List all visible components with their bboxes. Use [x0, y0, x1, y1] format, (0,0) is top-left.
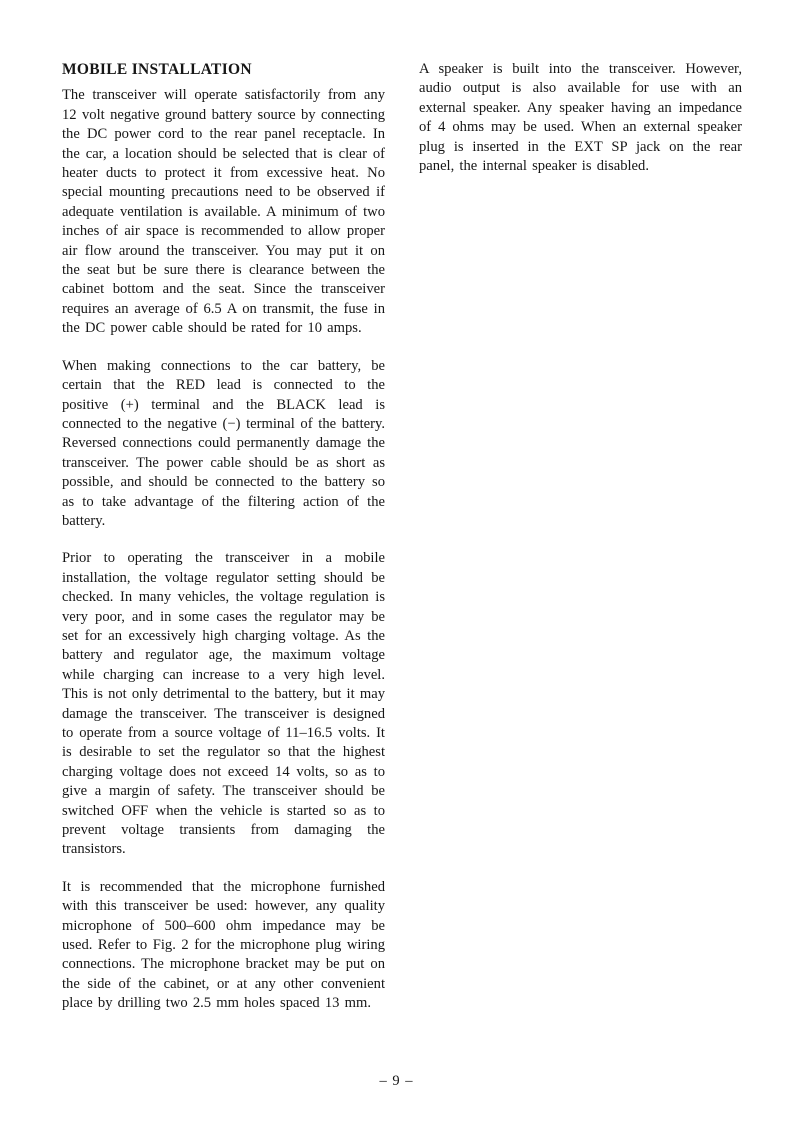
paragraph-microphone: It is recommended that the microphone furnished with this transceiver be used: however, any quality microphone of 500–600 ohm impedance may be used. Refer to Fig. 2 for the microphone plug wiring connections. The microphone bracket may be put on the side of the cabinet, or at any other convenient place by drilling two 2.5 mm holes spaced 13 mm.: [62, 878, 385, 1012]
page-number: – 9 –: [379, 1073, 414, 1089]
paragraph-speaker: A speaker is built into the transceiver. However, audio output is also available for use with an external speaker. Any speaker having an impedance of 4 ohms may be used. When an external speaker plug is inserted in the EXT SP jack on the rear panel, the internal speaker is disabled.: [419, 61, 742, 175]
section-heading: MOBILE INSTALLATION: [62, 61, 252, 78]
two-column-layout: [62, 60, 743, 1014]
left-column: [62, 60, 385, 1014]
paragraph-voltage-regulator: Prior to operating the transceiver in a mobile installation, the voltage regulator setting should be checked. In many vehicles, the voltage regulation is very poor, and in some cases the regulator may be set for an excessively high charging voltage. As the battery and regulator age, the maximum voltage while charging can increase to a very high level. This is not only detrimental to the battery, but it may damage the transceiver. The transceiver is designed to operate from a source voltage of 11–16.5 volts. It is desirable to set the regulator so that the highest charging voltage does not exceed 14 volts, so as to give a margin of safety. The transceiver should be switched OFF when the vehicle is started so as to prevent voltage transients from damaging the transistors.: [62, 550, 385, 858]
paragraph-battery-connections: When making connections to the car battery, be certain that the RED lead is connected to the positive (+) terminal and the BLACK lead is connected to the negative (−) terminal of the battery. Reversed connections could permanently damage the transceiver. The power cable should be as short as possible, and should be connected to the battery so as to take advantage of the filtering action of the battery.: [62, 357, 385, 529]
right-column: [419, 60, 742, 1014]
paragraph-mobile-installation-intro: The transceiver will operate satisfactorily from any 12 volt negative ground battery source by connecting the DC power cord to the rear panel receptacle. In the car, a location should be selected that is clear of heater ducts to protect it from excessive heat. No special mounting precautions need to be observed if adequate ventilation is available. A minimum of two inches of air space is recommended to allow proper air flow around the transceiver. You may put it on the seat but be sure there is clearance between the cabinet bottom and the seat. Since the transceiver requires an average of 6.5 A on transmit, the fuse in the DC power cable should be rated for 10 amps.: [62, 87, 385, 337]
